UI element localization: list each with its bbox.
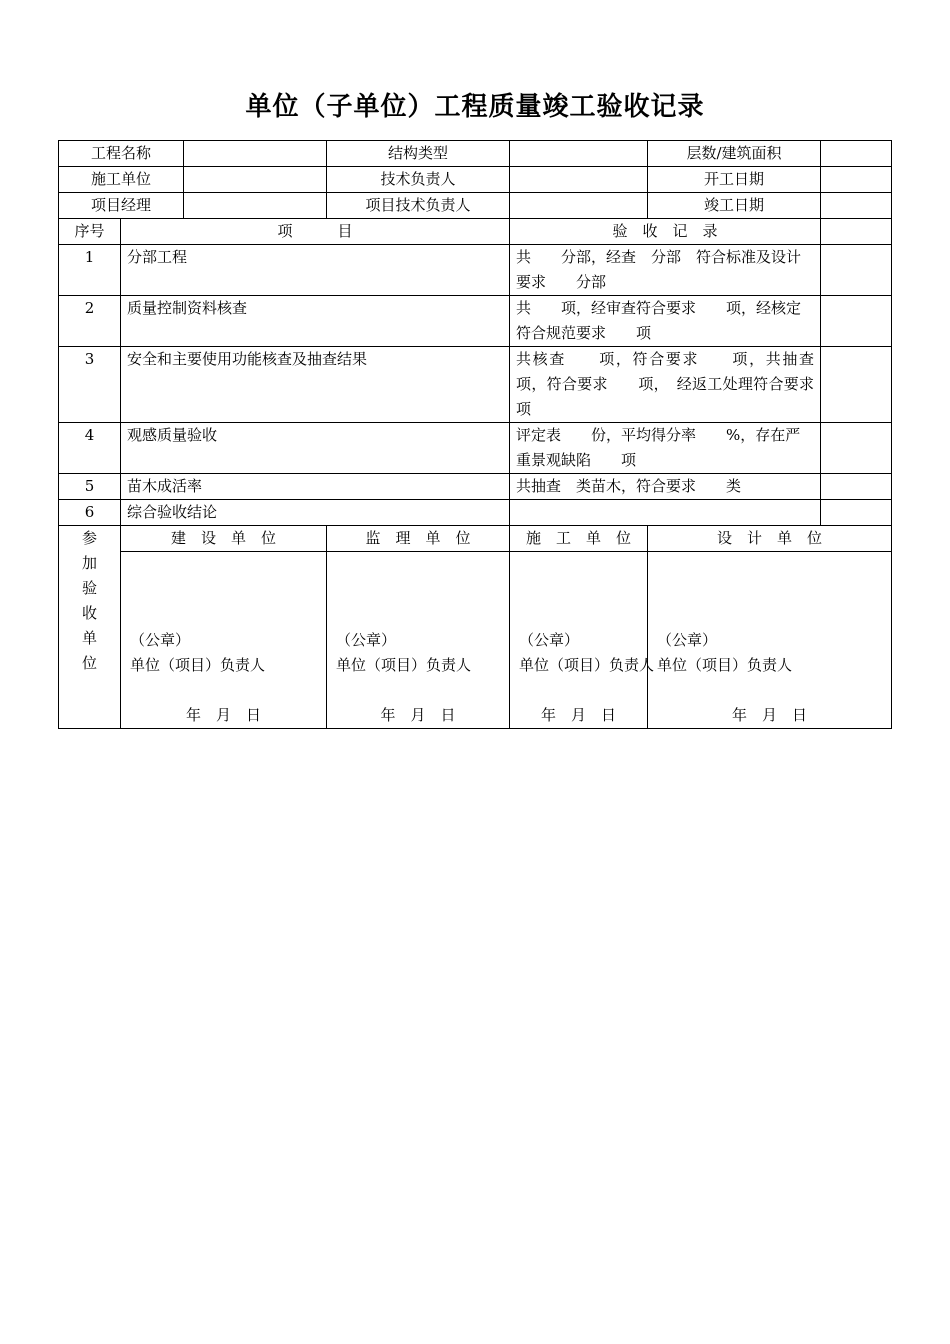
row-number: 1 [59,245,121,296]
date-label: 年 月 日 [380,706,456,724]
table-row [59,245,892,296]
seal-label: （公章） [336,631,397,649]
start-date-field[interactable] [821,167,892,193]
owner-unit-header: 建 设 单 位 [121,526,327,552]
page-title: 单位（子单位）工程质量竣工验收记录 [245,92,705,122]
header-row-3 [59,193,892,219]
responsible-label: 单位（项目）负责人 [519,656,655,674]
seal-label: （公章） [130,631,191,649]
row-item: 安全和主要使用功能核查及抽查结果 [121,347,510,423]
row-conclusion-field[interactable] [821,245,892,296]
participants-sign-row [59,552,892,729]
participants-label-char: 加 [81,554,97,572]
row-number: 4 [59,423,121,474]
owner-unit-signature-box[interactable] [121,552,327,729]
structure-type-label: 结构类型 [327,141,510,167]
designer-unit-signature-box[interactable] [648,552,892,729]
contractor-unit-signature-box[interactable] [510,552,655,729]
table-row [59,347,892,423]
table-row [59,423,892,474]
date-label: 年 月 日 [541,706,617,724]
designer-unit-header: 设 计 单 位 [648,526,892,552]
tech-lead-field[interactable] [510,167,648,193]
project-tech-lead-field[interactable] [510,193,648,219]
construction-unit-field[interactable] [184,167,327,193]
responsible-label: 单位（项目）负责人 [657,656,793,674]
participants-label-char: 验 [81,579,97,597]
project-manager-label: 项目经理 [59,193,184,219]
row-conclusion-field[interactable] [821,296,892,347]
construction-unit-label: 施工单位 [59,167,184,193]
tech-lead-label: 技术负责人 [327,167,510,193]
structure-type-field[interactable] [510,141,648,167]
row-record [510,500,821,526]
completion-date-label: 竣工日期 [648,193,821,219]
participants-header-row [59,526,892,552]
record-column-header: 验 收 记 录 [510,219,821,245]
row-number: 5 [59,474,121,500]
participants-label-char: 位 [81,654,97,672]
column-header-row [59,219,892,245]
date-label: 年 月 日 [732,706,808,724]
project-name-field[interactable] [184,141,327,167]
row-number: 6 [59,500,121,526]
table-row [59,500,892,526]
seal-label: （公章） [657,631,718,649]
row-conclusion-field[interactable] [821,423,892,474]
project-tech-lead-label: 项目技术负责人 [327,193,510,219]
row-conclusion-field[interactable] [821,500,892,526]
row-number: 3 [59,347,121,423]
participants-label [59,526,121,729]
start-date-label: 开工日期 [648,167,821,193]
supervisor-unit-signature-box[interactable] [327,552,510,729]
participants-label-char: 单 [81,629,97,647]
responsible-label: 单位（项目）负责人 [130,656,266,674]
header-row-1 [59,141,892,167]
row-record: 共核查 项，符合要求 项，共抽查 项，符合要求 项， 经返工处理符合要求 项 [510,347,821,423]
floors-area-label: 层数/建筑面积 [648,141,821,167]
item-column-header: 项 目 [121,219,510,245]
header-row-2 [59,167,892,193]
participants-label-char: 收 [81,604,97,622]
seal-label: （公章） [519,631,580,649]
contractor-unit-header: 施 工 单 位 [510,526,648,552]
row-record: 共 分部，经查 分部 符合标准及设计要求 分部 [510,245,821,296]
row-number: 2 [59,296,121,347]
remark-column-header [821,219,892,245]
table-row [59,296,892,347]
seq-column-header: 序号 [59,219,121,245]
row-item: 分部工程 [121,245,510,296]
table-row [59,474,892,500]
floors-area-field[interactable] [821,141,892,167]
row-conclusion-field[interactable] [821,474,892,500]
row-record: 共 项，经审查符合要求 项，经核定符合规范要求 项 [510,296,821,347]
responsible-label: 单位（项目）负责人 [336,656,472,674]
completion-date-field[interactable] [821,193,892,219]
row-item: 观感质量验收 [121,423,510,474]
project-name-label: 工程名称 [59,141,184,167]
participants-label-char: 参 [81,529,97,547]
supervisor-unit-header: 监 理 单 位 [327,526,510,552]
acceptance-record-table [58,140,892,729]
row-item: 质量控制资料核查 [121,296,510,347]
row-record: 评定表 份，平均得分率 %，存在严重景观缺陷 项 [510,423,821,474]
project-manager-field[interactable] [184,193,327,219]
row-item: 综合验收结论 [121,500,510,526]
date-label: 年 月 日 [186,706,262,724]
row-item: 苗木成活率 [121,474,510,500]
row-record: 共抽查 类苗木，符合要求 类 [510,474,821,500]
